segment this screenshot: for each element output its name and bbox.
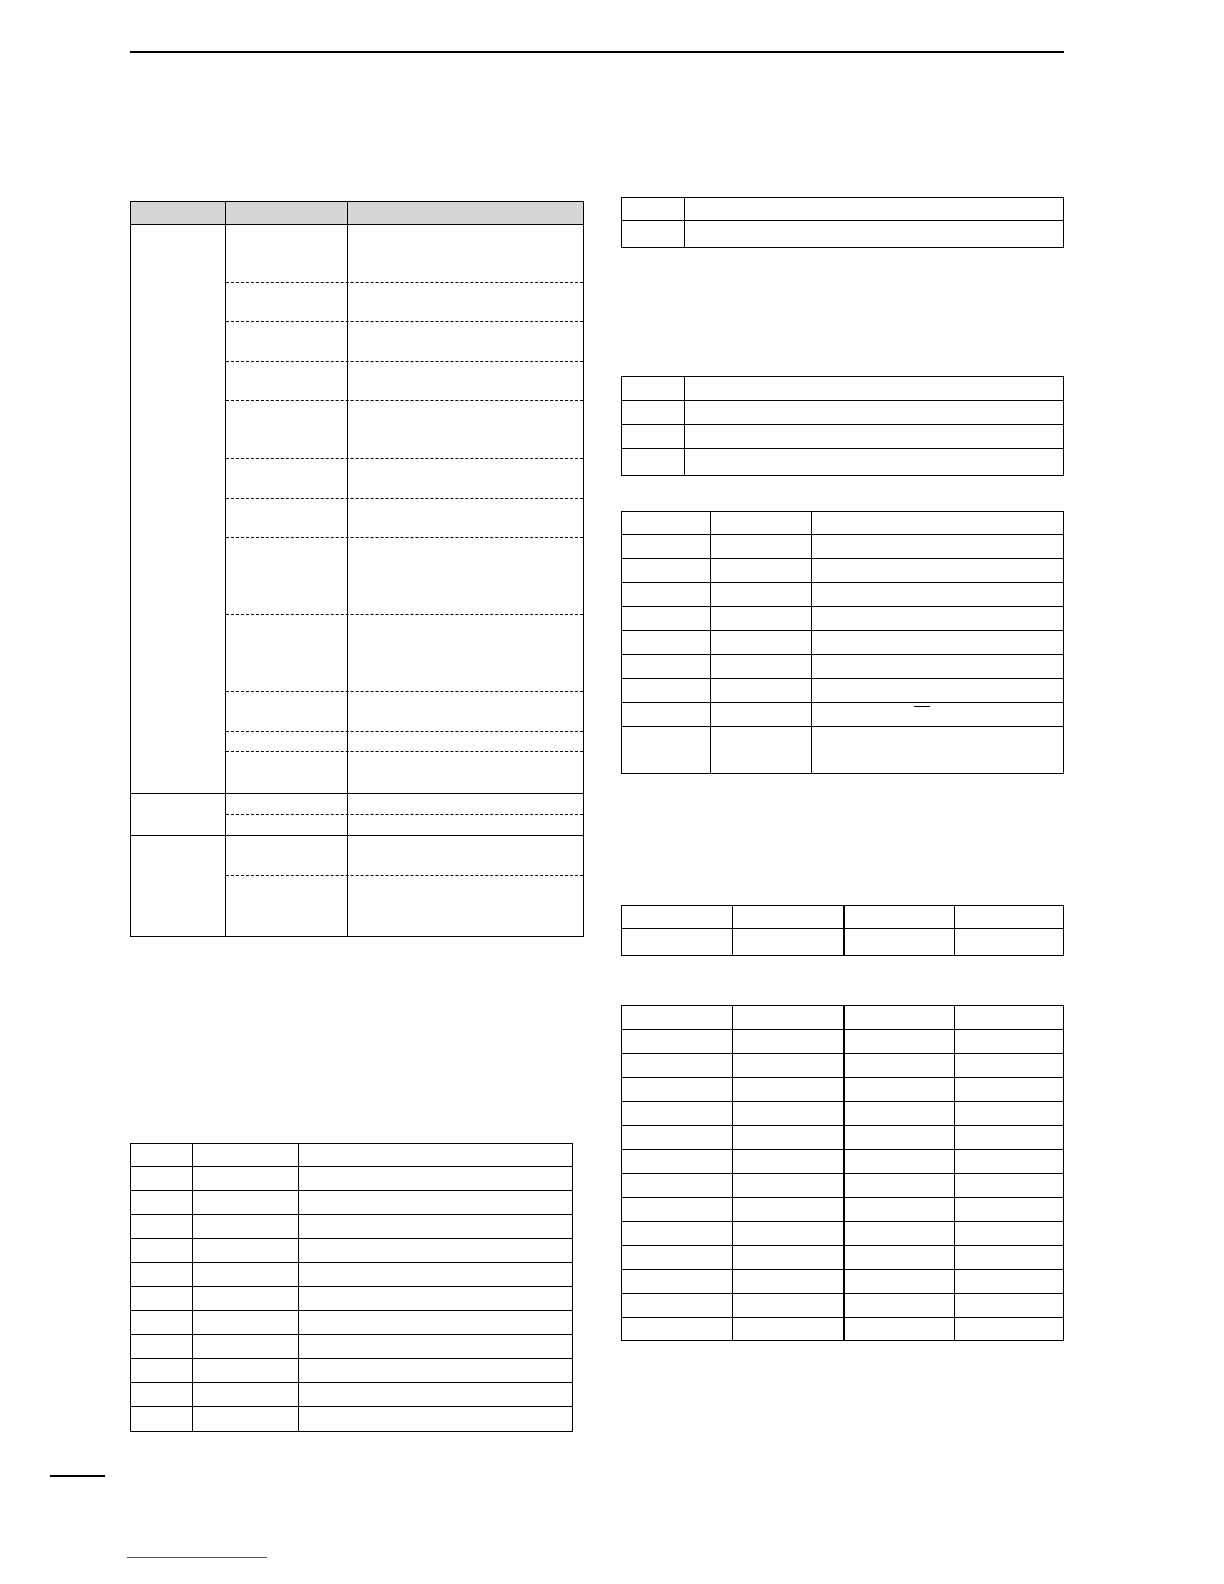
table-row-divider [621,1101,1064,1102]
table-column-divider [225,201,226,937]
table-row-divider [621,1029,1064,1030]
table-row-divider [130,1238,573,1239]
table-column-divider [710,511,711,774]
table-column-divider [298,1143,299,1432]
table-row-divider [226,814,583,815]
table-row-divider [130,1166,573,1167]
table-column-divider [811,511,812,774]
table-row-divider [621,1149,1064,1150]
table-group-divider [130,835,584,836]
table-column-divider [684,376,685,476]
table-frame [621,197,1064,248]
table-row-divider [621,534,1064,535]
table-row-divider [130,1262,573,1263]
table-row-divider [621,630,1064,631]
table-row-divider [621,558,1064,559]
link-underline[interactable] [127,1557,267,1558]
table-row-divider [130,1334,573,1335]
table-row-divider [621,582,1064,583]
table-row-divider [621,1125,1064,1126]
table-row-divider [226,458,583,459]
table-row-divider [226,321,583,322]
table-row-divider [226,498,583,499]
page-footer-rule [50,1475,105,1477]
table-frame [621,376,1064,476]
table-row-divider [621,1221,1064,1222]
table-row-divider [621,1317,1064,1318]
table-header-divider [130,224,584,225]
table-row-divider [621,400,1064,401]
table-row-divider [621,1245,1064,1246]
table-row-divider [621,1173,1064,1174]
table-row-divider [130,1406,573,1407]
table-row-divider [621,1293,1064,1294]
table-column-divider [954,905,955,956]
table-row-divider [226,361,583,362]
table-row-divider [621,606,1064,607]
table-row-divider [226,691,583,692]
overline-mark [914,706,930,707]
table-row-divider [226,537,583,538]
table-row-divider [226,282,583,283]
table-row-divider [621,1269,1064,1270]
table-row-divider [130,1382,573,1383]
table-column-divider [732,905,733,956]
table-row-divider [130,1310,573,1311]
table-frame [130,1143,573,1432]
table-row-divider [130,1358,573,1359]
table-row-divider [621,726,1064,727]
table-group-divider [130,793,584,794]
table-row-divider [130,1190,573,1191]
table-row-divider [621,1053,1064,1054]
table-row-divider [226,875,583,876]
page-header-rule [130,51,1064,53]
table-column-divider [684,197,685,248]
table-frame [130,201,584,937]
table-row-divider [226,400,583,401]
table-row-divider [226,731,583,732]
table-row-divider [621,1077,1064,1078]
table-frame [621,511,1064,774]
table-row-divider [621,424,1064,425]
table-row-divider [226,614,583,615]
table-row-divider [621,678,1064,679]
table-column-divider [192,1143,193,1432]
table-row-divider [130,1214,573,1215]
table-row-divider [621,654,1064,655]
table-row-divider [621,1197,1064,1198]
table-row-divider [621,448,1064,449]
table-column-divider [347,201,348,937]
table-row-divider [226,751,583,752]
table-row-divider [621,220,1064,221]
table-row-divider [621,928,1064,929]
table-column-divider [843,905,845,956]
table-row-divider [130,1286,573,1287]
table-row-divider [621,702,1064,703]
